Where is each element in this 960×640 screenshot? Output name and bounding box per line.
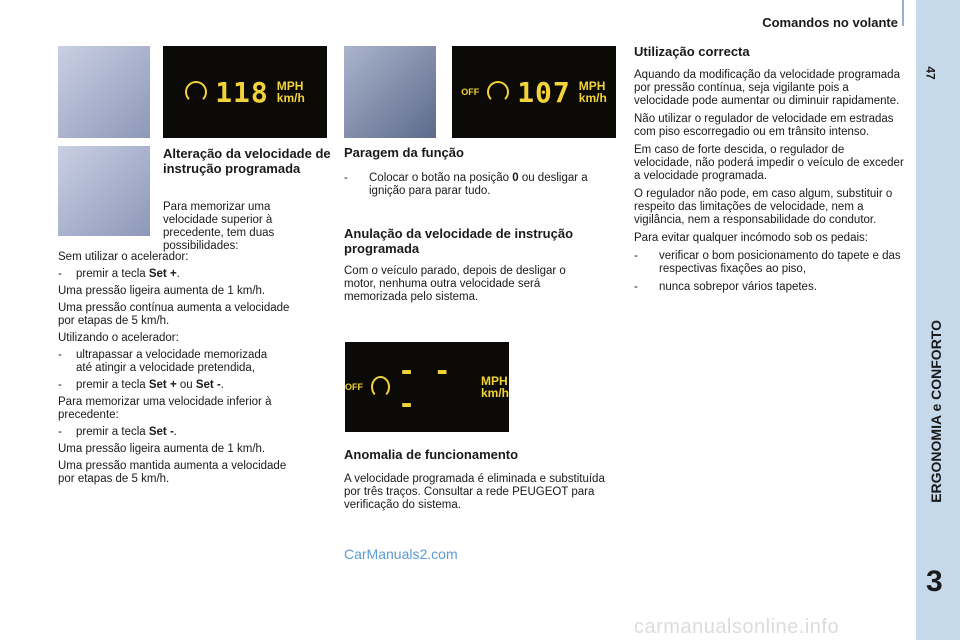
list-item: - premir a tecla Set + ou Set -. — [58, 379, 224, 391]
list-item: - premir a tecla Set +. — [58, 268, 180, 280]
speed-display-118 — [163, 46, 327, 138]
steering-lever-photo-down — [58, 146, 150, 236]
chapter-number: 3 — [926, 565, 943, 598]
steering-lever-photo-up — [58, 46, 150, 138]
speedometer-icon — [371, 376, 390, 398]
display-digits: - - - — [398, 354, 452, 420]
off-label: OFF — [461, 87, 480, 97]
speed-display-107-off — [452, 46, 616, 138]
display-units: MPH km/h — [480, 374, 509, 400]
list-item: - ultrapassar a velocidade memorizada até atingir a velocidade pretendida, — [58, 349, 268, 374]
column-1-body — [58, 251, 328, 486]
heading-change-speed: Alteração da velocidade de instrução programada — [163, 146, 331, 176]
paragraph: Uma pressão ligeira aumenta de 1 km/h. — [58, 285, 266, 297]
display-units: MPH km/h — [578, 79, 607, 105]
list-item: - Colocar o botão na posição 0 ou desligar a ignição para parar tudo. — [344, 172, 588, 197]
off-label: OFF — [345, 382, 363, 392]
paragraph: Em caso de forte descida, o regulador de velocidade, não poderá impedir o veículo de exceder a velocidade programada. — [634, 144, 904, 182]
paragraph: Utilizando o acelerador: — [58, 332, 179, 344]
list-item: - nunca sobrepor vários tapetes. — [634, 281, 817, 293]
speedometer-icon — [487, 81, 509, 103]
paragraph-intro: Para memorizar uma velocidade superior à precedente, tem duas possibilidades: — [163, 201, 275, 252]
speed-display-dashes — [345, 342, 509, 432]
speedometer-icon — [185, 81, 207, 103]
cruise-control-button-photo — [344, 46, 436, 138]
paragraph: A velocidade programada é eliminada e substituída por três traços. Consultar a rede PEUGEOT para verificação do sistema. — [344, 473, 605, 511]
paragraph: Uma pressão contínua aumenta a velocidade por etapas de 5 km/h. — [58, 302, 290, 327]
paragraph: Uma pressão ligeira aumenta de 1 km/h. — [58, 443, 266, 455]
paragraph: Para evitar qualquer incómodo sob os pedais: — [634, 232, 868, 244]
page-header-title: Comandos no volante — [762, 15, 898, 30]
section-title-vertical: ERGONOMIA e CONFORTO — [928, 320, 944, 503]
watermark: carmanualsonline.info — [634, 616, 840, 638]
heading-malfunction: Anomalia de funcionamento — [344, 447, 519, 462]
display-digits: 107 — [517, 75, 571, 109]
paragraph: Uma pressão mantida aumenta a velocidade por etapas de 5 km/h. — [58, 460, 287, 485]
display-units: MPH km/h — [276, 79, 305, 105]
list-item: - verificar o bom posicionamento do tapete e das respectivas fixações ao piso, — [634, 250, 901, 275]
display-digits: 118 — [215, 75, 269, 109]
paragraph: Não utilizar o regulador de velocidade em estradas com piso escorregadio ou em trânsito intenso. — [634, 113, 894, 138]
paragraph: Aquando da modificação da velocidade programada por pressão contínua, seja vigilante pois a velocidade pode aumentar ou diminuir rapidamente. — [634, 69, 900, 107]
paragraph: Sem utilizar o acelerador: — [58, 251, 189, 263]
heading-stop-function: Paragem da função — [344, 145, 464, 160]
heading-correct-use: Utilização correcta — [634, 44, 750, 59]
paragraph: Para memorizar uma velocidade inferior à precedente: — [58, 396, 272, 421]
page-number: 47 — [923, 66, 938, 80]
column-3-body — [634, 69, 904, 294]
header-divider — [902, 0, 904, 26]
list-item: - premir a tecla Set -. — [58, 426, 177, 438]
paragraph: O regulador não pode, em caso algum, substituir o respeito das limitações de velocidade, nem a vigilância, nem a responsabilidade do condutor. — [634, 188, 893, 226]
source-link[interactable]: CarManuals2.com — [344, 546, 458, 562]
paragraph: Com o veículo parado, depois de desligar o motor, nenhuma outra velocidade será memorizada pelo sistema. — [344, 265, 566, 303]
heading-cancel-speed: Anulação da velocidade de instrução programada — [344, 226, 574, 256]
